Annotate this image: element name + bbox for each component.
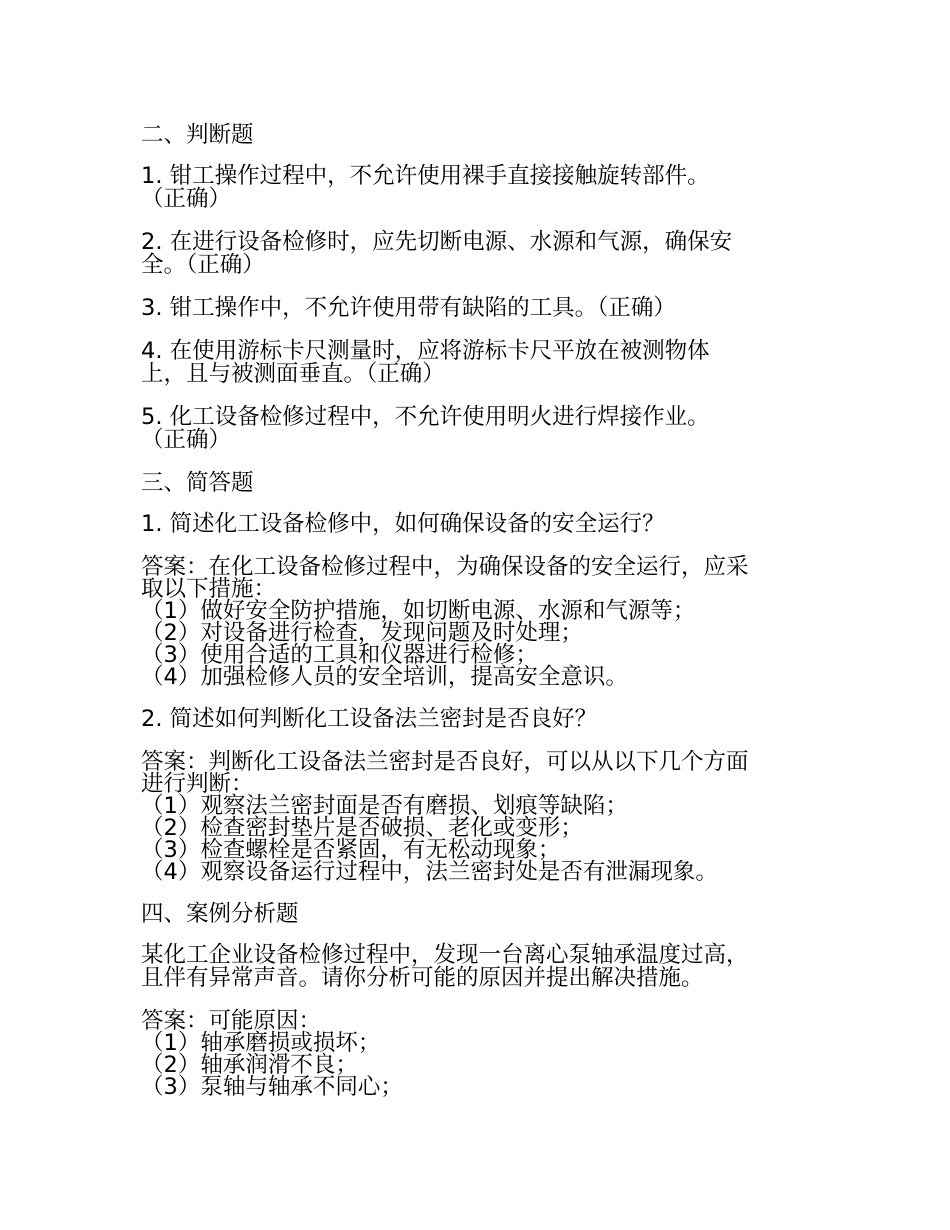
answer-1-line-5: （3）使用合适的工具和仪器进行检修； [141, 642, 538, 668]
answer-1-line-1: 答案：在化工设备检修过程中，为确保设备的安全运行，应采 [141, 554, 749, 580]
answer-2-line-1: 答案：判断化工设备法兰密封是否良好，可以从以下几个方面 [141, 749, 749, 775]
answer-2-line-2: 进行判断： [141, 771, 254, 797]
section-title-short-answer: 三、简答题 [141, 470, 254, 496]
question-2: 2. 简述如何判断化工设备法兰密封是否良好？ [141, 706, 598, 732]
case-answer-line-1: 答案：可能原因： [141, 1008, 322, 1034]
case-answer-line-3: （2）轴承润滑不良； [141, 1052, 358, 1078]
judgement-item-5-line-2: （正确） [141, 427, 232, 453]
judgement-item-4-line-2: 上，且与被测面垂直。（正确） [141, 361, 445, 387]
answer-1-line-3: （1）做好安全防护措施，如切断电源、水源和气源等； [141, 598, 696, 624]
judgement-item-1 [141, 165, 821, 211]
judgement-item-5-line-1: 5. 化工设备检修过程中，不允许使用明火进行焊接作业。 [141, 404, 710, 430]
judgement-item-3 [141, 297, 821, 320]
answer-1 [141, 556, 821, 688]
answer-2-line-5: （3）检查螺栓是否紧固，有无松动现象； [141, 837, 561, 863]
case-answer-line-4: （3）泵轴与轴承不同心； [141, 1074, 403, 1100]
answer-1-line-4: （2）对设备进行检查，发现问题及时处理； [141, 620, 583, 646]
judgement-item-1-line-2: （正确） [141, 186, 232, 212]
answer-2-line-3: （1）观察法兰密封面是否有磨损、划痕等缺陷； [141, 793, 628, 819]
answer-2 [141, 751, 821, 883]
section-title-judgement: 二、判断题 [141, 122, 254, 148]
judgement-item-5 [141, 406, 821, 452]
question-1: 1. 简述化工设备检修中，如何确保设备的安全运行？ [141, 511, 665, 537]
case-prompt [141, 944, 821, 990]
judgement-item-4-line-1: 4. 在使用游标卡尺测量时，应将游标卡尺平放在被测物体 [141, 338, 710, 364]
answer-1-line-6: （4）加强检修人员的安全培训，提高安全意识。 [141, 664, 628, 690]
judgement-item-2-line-2: 全。（正确） [141, 252, 265, 278]
case-prompt-line-2: 且伴有异常声音。请你分析可能的原因并提出解决措施。 [141, 965, 704, 991]
case-prompt-line-1: 某化工企业设备检修过程中，发现一台离心泵轴承温度过高， [141, 942, 749, 968]
answer-1-line-2: 取以下措施： [141, 576, 277, 602]
answer-2-line-4: （2）检查密封垫片是否破损、老化或变形； [141, 815, 583, 841]
judgement-item-4 [141, 340, 821, 386]
document-page [141, 124, 821, 1118]
answer-2-line-6: （4）观察设备运行过程中，法兰密封处是否有泄漏现象。 [141, 859, 718, 885]
judgement-item-2-line-1: 2. 在进行设备检修时，应先切断电源、水源和气源，确保安 [141, 229, 733, 255]
judgement-item-1-line-1: 1. 钳工操作过程中，不允许使用裸手直接接触旋转部件。 [141, 163, 710, 189]
case-answer [141, 1010, 821, 1098]
section-title-case-analysis: 四、案例分析题 [141, 901, 299, 927]
case-answer-line-2: （1）轴承磨损或损坏； [141, 1030, 381, 1056]
judgement-item-2 [141, 231, 821, 277]
judgement-item-3-line-1: 3. 钳工操作中，不允许使用带有缺陷的工具。（正确） [141, 295, 676, 321]
